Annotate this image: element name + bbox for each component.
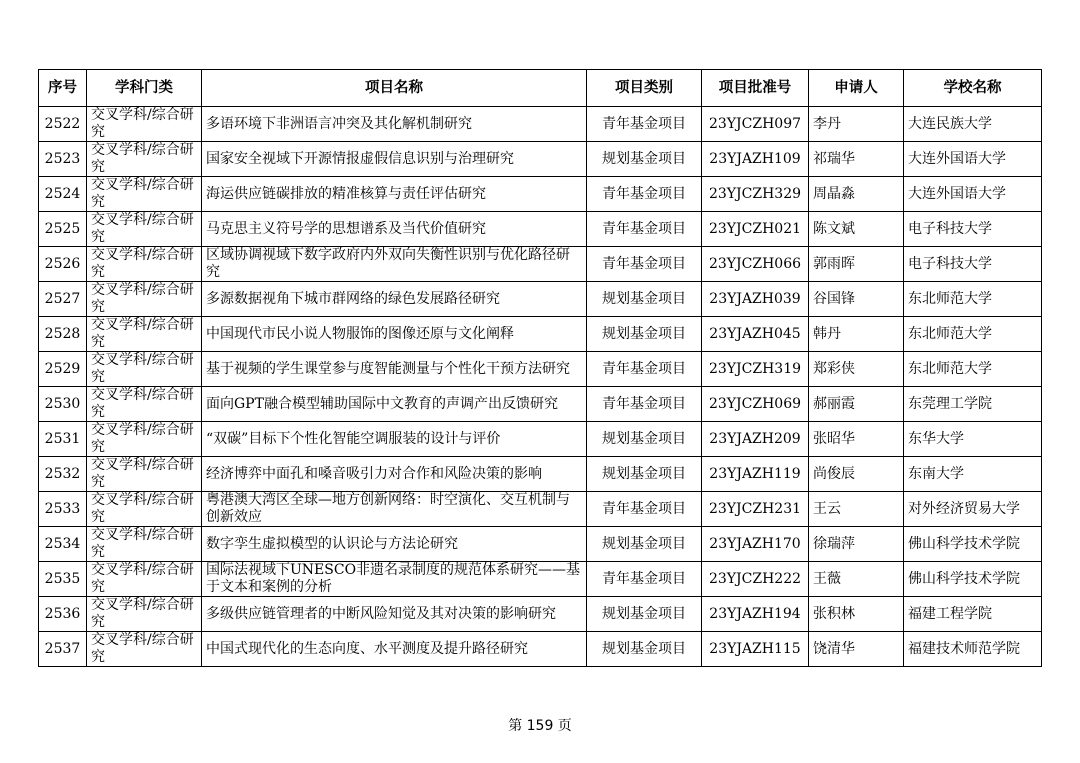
cell-project-name: “双碳”目标下个性化智能空调服装的设计与评价 [202,422,587,457]
table-header-row [39,70,1042,107]
cell-applicant: 张积林 [809,597,904,632]
header-no: 序号 [39,70,87,107]
cell-applicant: 饶清华 [809,632,904,667]
cell-school: 东北师范大学 [904,282,1042,317]
cell-category: 交叉学科/综合研究 [87,282,202,317]
table-row [39,527,1042,562]
cell-no: 2533 [39,492,87,527]
cell-approval-no: 23YJAZH119 [702,457,809,492]
cell-applicant: 尚俊辰 [809,457,904,492]
table-row [39,632,1042,667]
header-school: 学校名称 [904,70,1042,107]
cell-project-name: 经济博弈中面孔和嗓音吸引力对合作和风险决策的影响 [202,457,587,492]
cell-school: 福建技术师范学院 [904,632,1042,667]
cell-project-type: 青年基金项目 [587,212,702,247]
cell-project-type: 规划基金项目 [587,317,702,352]
page-number: 第 159 页 [508,718,572,734]
table-row [39,597,1042,632]
cell-approval-no: 23YJAZH115 [702,632,809,667]
cell-approval-no: 23YJCZH066 [702,247,809,282]
cell-project-type: 青年基金项目 [587,352,702,387]
cell-project-type: 规划基金项目 [587,457,702,492]
cell-category: 交叉学科/综合研究 [87,177,202,212]
cell-project-type: 规划基金项目 [587,597,702,632]
cell-approval-no: 23YJCZH329 [702,177,809,212]
cell-project-type: 青年基金项目 [587,492,702,527]
cell-project-type: 青年基金项目 [587,107,702,142]
table-row [39,142,1042,177]
cell-applicant: 周晶淼 [809,177,904,212]
table-row [39,317,1042,352]
cell-project-type: 规划基金项目 [587,422,702,457]
cell-project-type: 青年基金项目 [587,177,702,212]
cell-approval-no: 23YJAZH209 [702,422,809,457]
cell-project-name: 基于视频的学生课堂参与度智能测量与个性化干预方法研究 [202,352,587,387]
cell-no: 2536 [39,597,87,632]
cell-project-type: 青年基金项目 [587,387,702,422]
cell-approval-no: 23YJAZH194 [702,597,809,632]
cell-applicant: 王云 [809,492,904,527]
cell-category: 交叉学科/综合研究 [87,597,202,632]
cell-school: 大连外国语大学 [904,142,1042,177]
cell-school: 电子科技大学 [904,212,1042,247]
cell-no: 2525 [39,212,87,247]
cell-category: 交叉学科/综合研究 [87,457,202,492]
cell-approval-no: 23YJCZH319 [702,352,809,387]
cell-no: 2532 [39,457,87,492]
cell-school: 东莞理工学院 [904,387,1042,422]
cell-school: 大连外国语大学 [904,177,1042,212]
table-row [39,282,1042,317]
header-project-type: 项目类别 [587,70,702,107]
table-row [39,247,1042,282]
table-row [39,562,1042,597]
cell-project-name: 多级供应链管理者的中断风险知觉及其对决策的影响研究 [202,597,587,632]
cell-school: 佛山科学技术学院 [904,562,1042,597]
header-project-name: 项目名称 [202,70,587,107]
cell-project-name: 国家安全视域下开源情报虚假信息识别与治理研究 [202,142,587,177]
cell-project-name: 多语环境下非洲语言冲突及其化解机制研究 [202,107,587,142]
table-row [39,422,1042,457]
cell-no: 2527 [39,282,87,317]
cell-category: 交叉学科/综合研究 [87,317,202,352]
table-row [39,457,1042,492]
cell-applicant: 王薇 [809,562,904,597]
cell-applicant: 李丹 [809,107,904,142]
cell-approval-no: 23YJCZH069 [702,387,809,422]
cell-school: 东北师范大学 [904,352,1042,387]
cell-approval-no: 23YJCZH021 [702,212,809,247]
cell-project-name: 中国现代市民小说人物服饰的图像还原与文化阐释 [202,317,587,352]
table-row [39,387,1042,422]
cell-applicant: 韩丹 [809,317,904,352]
cell-category: 交叉学科/综合研究 [87,422,202,457]
cell-approval-no: 23YJAZH045 [702,317,809,352]
cell-category: 交叉学科/综合研究 [87,352,202,387]
cell-applicant: 郭雨晖 [809,247,904,282]
table-row [39,492,1042,527]
cell-no: 2529 [39,352,87,387]
cell-project-name: 海运供应链碳排放的精准核算与责任评估研究 [202,177,587,212]
cell-approval-no: 23YJCZH097 [702,107,809,142]
cell-no: 2526 [39,247,87,282]
cell-no: 2534 [39,527,87,562]
cell-category: 交叉学科/综合研究 [87,527,202,562]
cell-approval-no: 23YJCZH222 [702,562,809,597]
cell-applicant: 祁瑞华 [809,142,904,177]
cell-no: 2531 [39,422,87,457]
cell-no: 2535 [39,562,87,597]
cell-project-name: 国际法视域下UNESCO非遗名录制度的规范体系研究——基于文本和案例的分析 [202,562,587,597]
cell-category: 交叉学科/综合研究 [87,142,202,177]
table-row [39,177,1042,212]
cell-applicant: 陈文斌 [809,212,904,247]
cell-no: 2522 [39,107,87,142]
cell-project-name: 中国式现代化的生态向度、水平测度及提升路径研究 [202,632,587,667]
cell-project-name: 马克思主义符号学的思想谱系及当代价值研究 [202,212,587,247]
cell-school: 电子科技大学 [904,247,1042,282]
header-applicant: 申请人 [809,70,904,107]
header-category: 学科门类 [87,70,202,107]
cell-project-type: 规划基金项目 [587,632,702,667]
cell-project-name: 多源数据视角下城市群网络的绿色发展路径研究 [202,282,587,317]
cell-school: 对外经济贸易大学 [904,492,1042,527]
header-approval-no: 项目批准号 [702,70,809,107]
cell-no: 2530 [39,387,87,422]
cell-applicant: 张昭华 [809,422,904,457]
cell-category: 交叉学科/综合研究 [87,492,202,527]
cell-school: 东南大学 [904,457,1042,492]
cell-approval-no: 23YJAZH109 [702,142,809,177]
cell-school: 大连民族大学 [904,107,1042,142]
cell-category: 交叉学科/综合研究 [87,107,202,142]
cell-project-name: 粤港澳大湾区全球—地方创新网络：时空演化、交互机制与创新效应 [202,492,587,527]
cell-project-type: 规划基金项目 [587,527,702,562]
cell-school: 佛山科学技术学院 [904,527,1042,562]
cell-school: 东北师范大学 [904,317,1042,352]
cell-approval-no: 23YJAZH170 [702,527,809,562]
cell-applicant: 徐瑞萍 [809,527,904,562]
cell-category: 交叉学科/综合研究 [87,387,202,422]
cell-project-type: 青年基金项目 [587,247,702,282]
cell-applicant: 郑彩侠 [809,352,904,387]
cell-category: 交叉学科/综合研究 [87,632,202,667]
table-row [39,212,1042,247]
cell-project-name: 数字孪生虚拟模型的认识论与方法论研究 [202,527,587,562]
table-row [39,107,1042,142]
cell-approval-no: 23YJCZH231 [702,492,809,527]
cell-approval-no: 23YJAZH039 [702,282,809,317]
cell-no: 2528 [39,317,87,352]
cell-category: 交叉学科/综合研究 [87,562,202,597]
cell-no: 2523 [39,142,87,177]
cell-applicant: 郝丽霞 [809,387,904,422]
cell-school: 东华大学 [904,422,1042,457]
cell-project-name: 区域协调视域下数字政府内外双向失衡性识别与优化路径研究 [202,247,587,282]
table-row [39,352,1042,387]
cell-applicant: 谷国锋 [809,282,904,317]
cell-project-name: 面向GPT融合模型辅助国际中文教育的声调产出反馈研究 [202,387,587,422]
cell-school: 福建工程学院 [904,597,1042,632]
cell-project-type: 规划基金项目 [587,282,702,317]
project-table [38,69,1042,667]
cell-category: 交叉学科/综合研究 [87,212,202,247]
cell-no: 2537 [39,632,87,667]
cell-no: 2524 [39,177,87,212]
cell-category: 交叉学科/综合研究 [87,247,202,282]
cell-project-type: 青年基金项目 [587,562,702,597]
cell-project-type: 规划基金项目 [587,142,702,177]
